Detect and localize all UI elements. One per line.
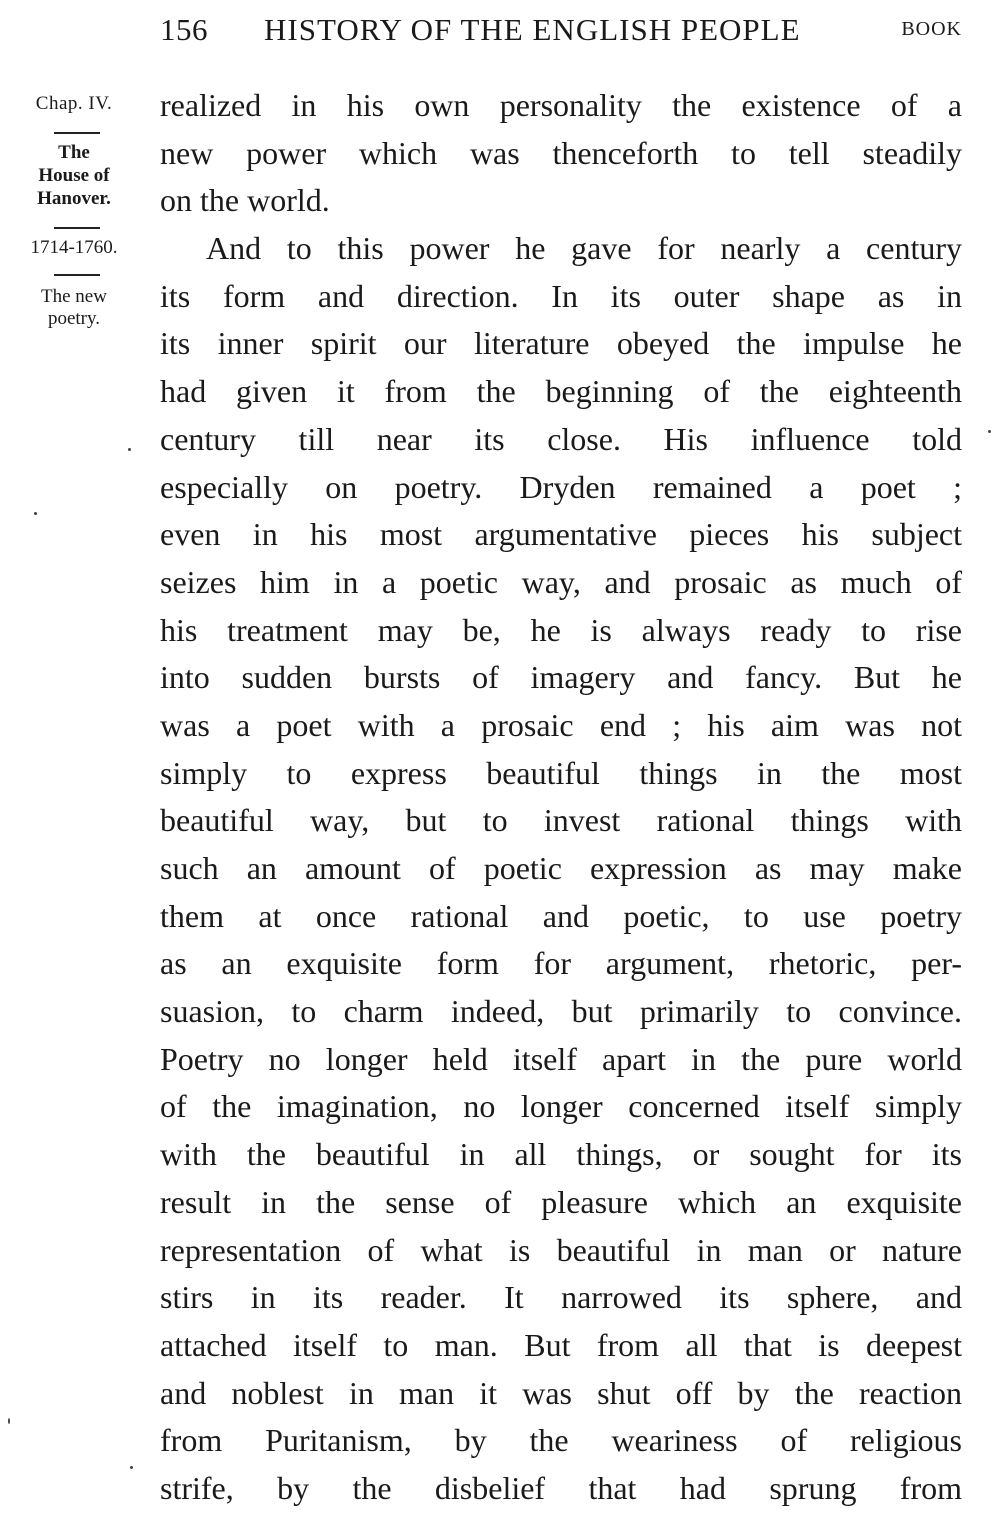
text-line: as an exquisite form for argument, rhetoric, per- bbox=[160, 945, 962, 982]
text-line: attached itself to man. But from all that is deepest bbox=[160, 1326, 962, 1363]
margin-dates: 1714-1760. bbox=[30, 237, 118, 258]
margin-rule bbox=[54, 132, 100, 134]
margin-topic-line: poetry. bbox=[47, 307, 101, 329]
book-label: BOOK bbox=[901, 18, 962, 40]
text-line: suasion, to charm indeed, but primarily to convince. bbox=[160, 993, 962, 1030]
text-line: stirs in its reader. It narrowed its sphere, and bbox=[160, 1279, 962, 1316]
margin-topic-line: The new bbox=[41, 286, 107, 307]
text-line: especially on poetry. Dryden remained a poet ; bbox=[160, 468, 962, 505]
text-line: into sudden bursts of imagery and fancy. But he bbox=[160, 659, 962, 696]
text-line: seizes him in a poetic way, and prosaic as much of bbox=[160, 563, 962, 600]
margin-chapter: Chap. IV. bbox=[35, 93, 113, 114]
text-line: on the world. bbox=[160, 182, 330, 219]
text-line: from Puritanism, by the weariness of religious bbox=[160, 1422, 962, 1459]
text-line: its form and direction. In its outer shape as in bbox=[160, 277, 962, 314]
scan-speck bbox=[8, 1418, 10, 1424]
margin-section-line: The bbox=[58, 142, 90, 163]
running-head bbox=[160, 12, 962, 52]
body-text bbox=[160, 82, 962, 1513]
text-line: realized in his own personality the existence of a bbox=[160, 87, 962, 123]
book-title: HISTORY OF THE ENGLISH PEOPLE bbox=[264, 12, 801, 47]
text-line: with the beautiful in all things, or sought for its bbox=[160, 1136, 962, 1173]
scan-speck bbox=[130, 1466, 133, 1469]
margin-rule bbox=[54, 227, 100, 229]
text-line: of the imagination, no longer concerned itself simply bbox=[160, 1088, 962, 1125]
text-line: such an amount of poetic expression as may make bbox=[160, 850, 962, 886]
margin-section bbox=[14, 142, 134, 210]
text-line: his treatment may be, he is always ready to rise bbox=[160, 611, 962, 648]
margin-section-line: House of bbox=[38, 164, 110, 186]
text-line: century till near its close. His influence told bbox=[160, 420, 962, 457]
scan-speck bbox=[988, 430, 991, 433]
text-line: And to this power he gave for nearly a century bbox=[206, 230, 962, 267]
margin-section-line: Hanover. bbox=[37, 187, 111, 209]
text-line: representation of what is beautiful in man or nature bbox=[160, 1231, 962, 1268]
text-line: them at once rational and poetic, to use poetry bbox=[160, 897, 962, 934]
page-number: 156 bbox=[160, 12, 208, 47]
scan-speck bbox=[34, 512, 37, 515]
margin-rule bbox=[54, 274, 100, 276]
text-line: its inner spirit our literature obeyed the impulse he bbox=[160, 325, 962, 362]
text-line: was a poet with a prosaic end ; his aim was not bbox=[160, 706, 962, 743]
text-line: simply to express beautiful things in the most bbox=[160, 754, 962, 791]
scan-speck bbox=[128, 448, 131, 451]
text-line: beautiful way, but to invest rational things with bbox=[160, 802, 962, 839]
text-line: had given it from the beginning of the eighteenth bbox=[160, 373, 962, 410]
margin-topic bbox=[14, 286, 134, 330]
text-line: strife, by the disbelief that had sprung from bbox=[160, 1469, 962, 1506]
text-line: even in his most argumentative pieces his subject bbox=[160, 516, 962, 553]
text-line: Poetry no longer held itself apart in the pure world bbox=[160, 1040, 962, 1077]
text-line: new power which was thenceforth to tell steadily bbox=[160, 134, 962, 171]
text-line: result in the sense of pleasure which an exquisite bbox=[160, 1183, 962, 1220]
text-line: and noblest in man it was shut off by the reaction bbox=[160, 1374, 962, 1411]
